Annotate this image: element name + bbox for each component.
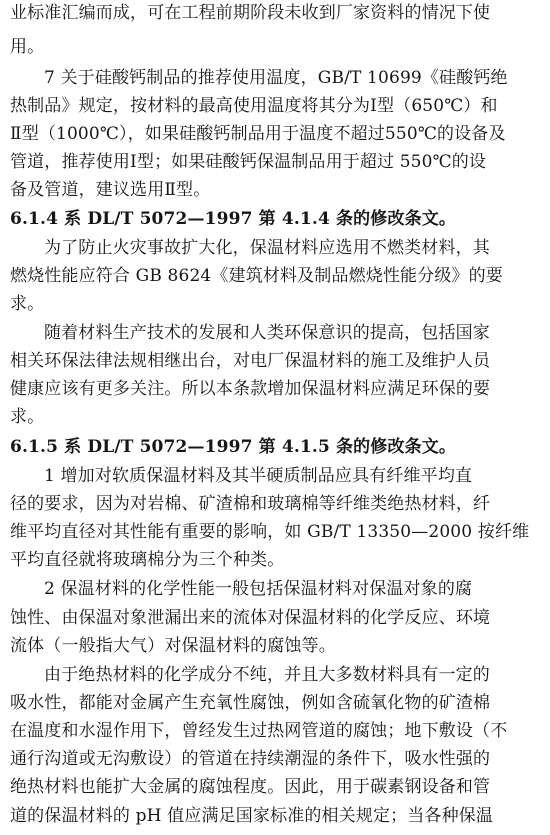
text-line: 维平均直径对其性能有重要的影响，如 GB/T 13350—2000 按纤维 [10, 522, 530, 542]
text-line: 由于绝热材料的化学成分不纯，并且大多数材料具有一定的 [44, 665, 490, 685]
text-line: 备及管道，建议选用Ⅱ型。 [10, 180, 211, 200]
text-line: 求。 [10, 407, 45, 427]
text-line: 平均直径就将玻璃棉分为三个种类。 [10, 550, 285, 570]
text-line: 通行沟道或无沟敷设）的管道在持续潮湿的条件下，吸水性强的 [10, 749, 491, 769]
text-line: 1 增加对软质保温材料及其半硬质制品应具有纤维平均直 [44, 466, 473, 486]
text-line: 7 关于硅酸钙制品的推荐使用温度，GB/T 10699《硅酸钙绝 [44, 68, 508, 88]
text-line: 绝热材料也能扩大金属的腐蚀程度。因此，用于碳素钢设备和管 [10, 777, 491, 797]
text-line: 蚀性、由保温对象泄漏出来的流体对保温材料的化学反应、环境 [10, 608, 491, 628]
text-line: 热制品》规定，按材料的最高使用温度将其分为Ⅰ型（650℃）和 [10, 96, 498, 116]
text-line: 健康应该有更多关注。所以本条款增加保温材料应满足环保的要 [10, 379, 491, 399]
text-line: 求。 [10, 294, 45, 314]
text-line: 管道，推荐使用Ⅰ型；如果硅酸钙保温制品用于超过 550℃的设 [10, 152, 487, 172]
text-line: 随着材料生产技术的发展和人类环保意识的提高，包括国家 [44, 323, 490, 343]
text-line: 相关环保法律法规相继出台，对电厂保温材料的施工及维护人员 [10, 351, 491, 371]
text-line: Ⅱ型（1000℃），如果硅酸钙制品用于温度不超过550℃的设备及 [10, 124, 506, 144]
text-line: 流体（一般指大气）对保温材料的腐蚀等。 [10, 636, 336, 656]
section-heading: 6.1.5 系 DL/T 5072—1997 第 4.1.5 条的修改条文。 [10, 437, 457, 457]
text-line: 用。 [10, 37, 45, 57]
text-line: 为了防止火灾事故扩大化，保温材料应选用不燃类材料，其 [44, 238, 490, 258]
text-line: 业标准汇编而成，可在工程前期阶段未收到厂家资料的情况下使 [10, 3, 491, 23]
text-line: 在温度和水湿作用下，曾经发生过热网管道的腐蚀；地下敷设（不 [10, 721, 508, 741]
text-line: 径的要求，因为对岩棉、矿渣棉和玻璃棉等纤维类绝热材料，纤 [10, 494, 491, 514]
text-line: 道的保温材料的 pH 值应满足国家标准的相关规定；当各种保温 [10, 806, 494, 826]
text-line: 燃烧性能应符合 GB 8624《建筑材料及制品燃烧性能分级》的要 [10, 266, 503, 286]
text-line: 2 保温材料的化学性能一般包括保温材料对保温对象的腐 [44, 579, 473, 599]
text-line: 吸水性，都能对金属产生充氧性腐蚀，例如含硫氧化物的矿渣棉 [10, 693, 491, 713]
section-heading: 6.1.4 系 DL/T 5072—1997 第 4.1.4 条的修改条文。 [10, 209, 457, 229]
